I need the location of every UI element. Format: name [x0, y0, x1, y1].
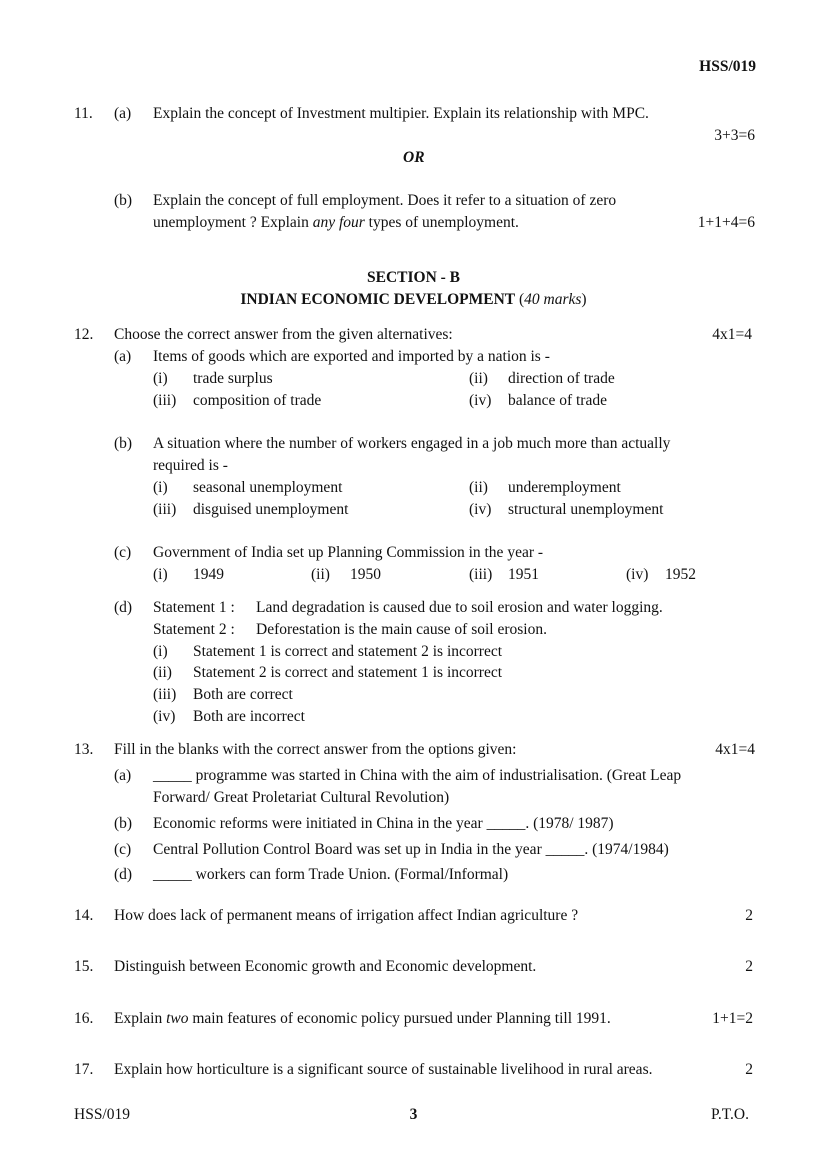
question-text: Economic reforms were initiated in China in the year _____. (1978/ 1987) — [153, 815, 614, 832]
question-number: 13. — [74, 741, 94, 758]
option-text: 1950 — [350, 566, 381, 583]
question-number: 12. — [74, 326, 94, 343]
question-text: Explain two main features of economic policy pursued under Planning till 1991. — [114, 1010, 611, 1027]
marks: 4x1=4 — [715, 741, 755, 758]
marks: 2 — [745, 958, 753, 975]
option-label: (iii) — [153, 686, 177, 703]
statement-text: Deforestation is the main cause of soil erosion. — [256, 621, 547, 638]
option-text: underemployment — [508, 479, 621, 496]
pto-label: P.T.O. — [710, 1106, 749, 1123]
header-code: HSS/019 — [699, 58, 756, 75]
question-number: 14. — [74, 907, 94, 924]
question-text: Forward/ Great Proletariat Cultural Revolution) — [153, 789, 450, 806]
question-number: 15. — [74, 958, 94, 975]
option-label: (i) — [153, 370, 168, 387]
sub-label: (c) — [114, 544, 132, 561]
question-text: Central Pollution Control Board was set up in India in the year _____. (1974/1984) — [153, 841, 669, 858]
option-text: Both are incorrect — [193, 708, 305, 725]
option-label: (iii) — [153, 392, 177, 409]
marks: 1+1=2 — [712, 1010, 753, 1027]
question-text: required is - — [153, 457, 228, 474]
option-text: balance of trade — [508, 392, 607, 409]
page-number: 3 — [409, 1106, 418, 1123]
sub-label: (b) — [114, 192, 133, 209]
option-label: (iv) — [153, 708, 176, 725]
question-text: Fill in the blanks with the correct answer from the options given: — [114, 741, 517, 758]
statement-label: Statement 1 : — [153, 599, 235, 616]
sub-label: (a) — [114, 767, 132, 784]
question-text: Government of India set up Planning Commission in the year - — [153, 544, 544, 561]
marks: 2 — [745, 907, 753, 924]
question-text: How does lack of permanent means of irrigation affect Indian agriculture ? — [114, 907, 579, 924]
option-label: (iv) — [469, 501, 492, 518]
sub-label: (a) — [114, 105, 132, 122]
option-text: Statement 2 is correct and statement 1 is incorrect — [193, 664, 503, 681]
option-text: seasonal unemployment — [193, 479, 343, 496]
option-text: 1949 — [193, 566, 224, 583]
marks: 2 — [745, 1061, 753, 1078]
question-text: Choose the correct answer from the given alternatives: — [114, 326, 453, 343]
question-number: 17. — [74, 1061, 94, 1078]
or-separator: OR — [403, 149, 425, 166]
option-text: structural unemployment — [508, 501, 664, 518]
section-title: SECTION - B — [366, 269, 461, 286]
option-label: (ii) — [153, 664, 172, 681]
sub-label: (b) — [114, 435, 133, 452]
option-text: composition of trade — [193, 392, 322, 409]
option-text: trade surplus — [193, 370, 273, 387]
question-text: Explain the concept of full employment. Does it refer to a situation of zero — [153, 192, 617, 209]
footer-code: HSS/019 — [74, 1106, 130, 1123]
option-label: (ii) — [469, 370, 488, 387]
option-label: (iv) — [626, 566, 649, 583]
section-subtitle: INDIAN ECONOMIC DEVELOPMENT (40 marks) — [240, 291, 587, 308]
option-label: (iii) — [469, 566, 493, 583]
sub-label: (b) — [114, 815, 133, 832]
question-text: _____ workers can form Trade Union. (Formal/Informal) — [153, 866, 509, 883]
option-text: Statement 1 is correct and statement 2 is incorrect — [193, 643, 503, 660]
option-label: (ii) — [311, 566, 330, 583]
option-text: 1951 — [508, 566, 539, 583]
option-label: (i) — [153, 479, 168, 496]
marks: 1+1+4=6 — [697, 214, 755, 231]
question-number: 16. — [74, 1010, 94, 1027]
option-label: (i) — [153, 643, 168, 660]
question-text: A situation where the number of workers engaged in a job much more than actually — [153, 435, 671, 452]
option-label: (iii) — [153, 501, 177, 518]
question-text-line2: unemployment ? Explain any four types of unemployment. — [153, 214, 519, 231]
question-text: Explain the concept of Investment multipier. Explain its relationship with MPC. — [153, 105, 649, 122]
option-label: (i) — [153, 566, 168, 583]
option-label: (ii) — [469, 479, 488, 496]
question-number: 11. — [74, 105, 93, 122]
sub-label: (d) — [114, 599, 133, 616]
question-text: Items of goods which are exported and imported by a nation is - — [153, 348, 550, 365]
marks: 3+3=6 — [714, 127, 755, 144]
statement-label: Statement 2 : — [153, 621, 235, 638]
option-label: (iv) — [469, 392, 492, 409]
question-text: Explain how horticulture is a significant source of sustainable livelihood in rural areas. — [114, 1061, 653, 1078]
option-text: 1952 — [665, 566, 696, 583]
option-text: Both are correct — [193, 686, 293, 703]
marks: 4x1=4 — [712, 326, 752, 343]
question-text: Distinguish between Economic growth and Economic development. — [114, 958, 537, 975]
statement-text: Land degradation is caused due to soil erosion and water logging. — [256, 599, 663, 616]
sub-label: (a) — [114, 348, 132, 365]
sub-label: (d) — [114, 866, 133, 883]
option-text: disguised unemployment — [193, 501, 349, 518]
question-text: _____ programme was started in China with the aim of industrialisation. (Great Leap — [153, 767, 682, 784]
option-text: direction of trade — [508, 370, 615, 387]
sub-label: (c) — [114, 841, 132, 858]
